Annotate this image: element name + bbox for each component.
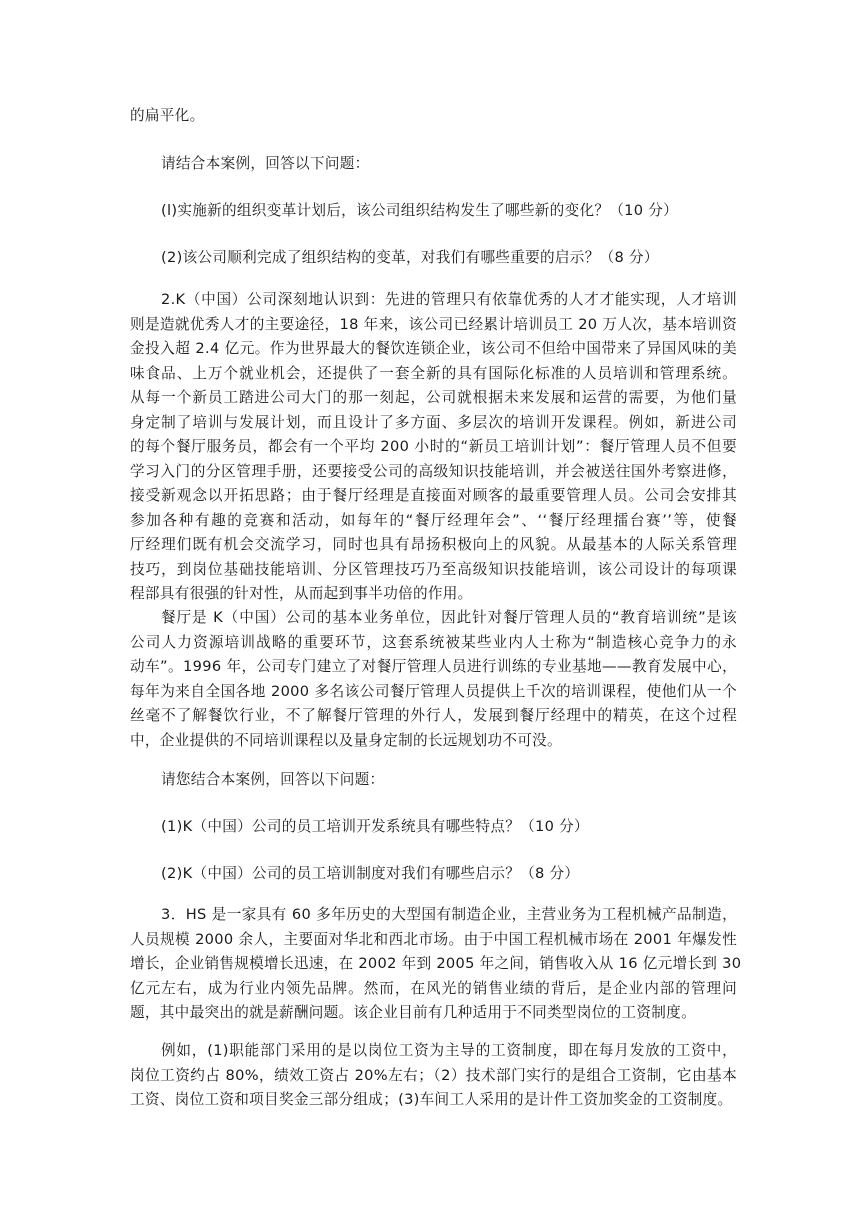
- text-line: 程部具有很强的针对性，从而起到事半功倍的作用。: [130, 585, 473, 602]
- text-line: 中，企业提供的不同培训课程以及量身定制的长远规划功不可没。: [130, 731, 562, 749]
- text-line: 厅经理们既有机会交流学习，同时也具有昂扬积极向上的风貌。从最基本的人际关系管理: [130, 536, 737, 553]
- question-2-2: (2)K（中国）公司的员工培训制度对我们有哪些启示？（8 分）: [161, 865, 580, 882]
- text-line: 每年为来自全国各地 2000 多名该公司餐厅管理人员提供上千次的培训课程，使他们从一个: [130, 682, 737, 700]
- text-line: 从每一个新员工踏进公司大门的那一刻起，公司就根据未来发展和运营的需要，为他们量: [130, 389, 737, 406]
- question-1-1: (l)实施新的组织变革计划后，该公司组织结构发生了哪些新的变化？（10 分）: [161, 202, 679, 219]
- text-line: 参加各种有趣的竞赛和活动，如每年的“餐厅经理年会”、‘‘餐厅经理擂台赛’’等，使餐: [130, 511, 737, 529]
- text-line: 增长，企业销售规模增长迅速，在 2002 年到 2005 年之间，销售收入从 16 亿元增长到 30: [130, 955, 742, 972]
- text-line: 金投入超 2.4 亿元。作为世界最大的餐饮连锁企业，该公司不但给中国带来了异国风味的美: [130, 340, 737, 357]
- text-line: 味食品、上万个就业机会，还提供了一套全新的具有国际化标准的人员培训和管理系统。: [130, 364, 737, 382]
- text-line: 丝毫不了解餐饮行业，不了解餐厅管理的外行人，发展到餐厅经理中的精英，在这个过程: [130, 707, 737, 724]
- case-2-paragraph-2: [130, 606, 737, 753]
- text-line: 技巧，到岗位基础技能培训、分区管理技巧乃至高级知识技能培训，该公司设计的每项课: [130, 560, 737, 578]
- paragraph-continuation: 的扁平化。: [130, 107, 205, 124]
- text-line: 则是造就优秀人才的主要途径，18 年来，该公司已经累计培训员工 20 万人次，基本培训资: [130, 315, 737, 333]
- text-line: 2.K（中国）公司深刻地认识到：先进的管理只有依靠优秀的人才才能实现，人才培训: [161, 291, 737, 308]
- text-line: 例如，(1)职能部门采用的是以岗位工资为主导的工资制度，即在每月发放的工资中，: [161, 1042, 737, 1059]
- question-2-1: (1)K（中国）公司的员工培训开发系统具有哪些特点？（10 分）: [161, 818, 589, 835]
- text-line: 餐厅是 K（中国）公司的基本业务单位，因此针对餐厅管理人员的“教育培训统”是该: [161, 609, 737, 626]
- text-line: 动车”。1996 年，公司专门建立了对餐厅管理人员进行训练的专业基地——教育发展中心，: [130, 658, 737, 675]
- question-prompt-2: 请您结合本案例，回答以下问题：: [161, 771, 385, 788]
- text-line: 身定制了培训与发展计划，而且设计了多方面、多层次的培训开发课程。例如，新进公司: [130, 413, 737, 431]
- question-prompt-1: 请结合本案例，回答以下问题：: [161, 155, 370, 172]
- text-line: 亿元左右，成为行业内领先品牌。然而，在风光的销售业绩的背后，是企业内部的管理问: [130, 979, 737, 997]
- text-line: 人员规模 2000 余人，主要面对华北和西北市场。由于中国工程机械市场在 2001 年爆发性: [130, 930, 737, 948]
- text-line: 岗位工资约占 80%，绩效工资占 20%左右；（2）技术部门实行的是组合工资制，它由基本: [130, 1066, 737, 1084]
- text-line: 公司人力资源培训战略的重要环节，这套系统被某些业内人士称为“制造核心竞争力的永: [130, 633, 737, 651]
- text-line: 的每个餐厅服务员，都会有一个平均 200 小时的“新员工培训计划”：餐厅管理人员不但要: [130, 438, 737, 455]
- case-3-paragraph-2: [130, 1039, 737, 1113]
- text-line: 工资、岗位工资和项目奖金三部分组成；(3)车间工人采用的是计件工资加奖金的工资制度。: [130, 1091, 733, 1108]
- text-line: 3．HS 是一家具有 60 多年历史的大型国有制造企业，主营业务为工程机械产品制造，: [161, 906, 737, 923]
- case-2-paragraph-1: [130, 288, 737, 607]
- text-line: 题，其中最突出的就是薪酬问题。该企业目前有几种适用于不同类型岗位的工资制度。: [130, 1004, 696, 1021]
- case-3-paragraph-1: [130, 903, 742, 1026]
- text-line: 接受新观念以开拓思路；由于餐厅经理是直接面对顾客的最重要管理人员。公司会安排其: [130, 487, 737, 504]
- text-line: 学习入门的分区管理手册，还要接受公司的高级知识技能培训，并会被送往国外考察进修，: [130, 462, 737, 480]
- question-1-2: (2)该公司顺利完成了组织结构的变革，对我们有哪些重要的启示？（8 分）: [161, 249, 659, 266]
